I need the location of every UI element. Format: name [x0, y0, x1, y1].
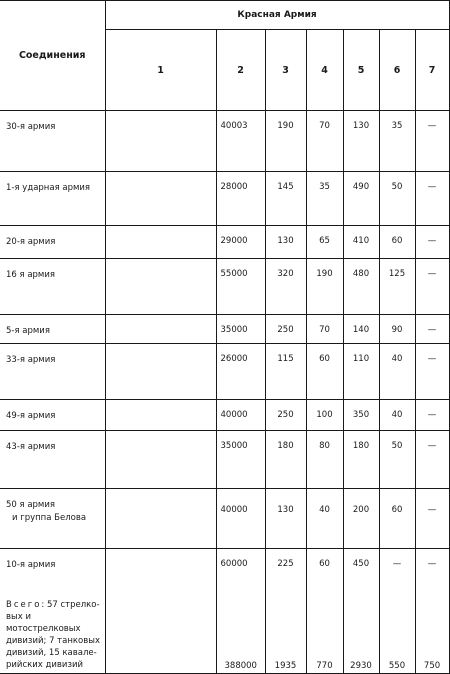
row-unit-name: 33-я армия [0, 344, 105, 400]
row-col-1 [105, 226, 216, 259]
table-row [0, 344, 449, 400]
row-col-3: 130 [265, 226, 306, 259]
row-col-4: 70 [306, 315, 343, 344]
table-row [0, 549, 449, 674]
row-col-3: 180 [265, 431, 306, 489]
row-col-2: 35000 [216, 315, 265, 344]
row-col-4: 80 [306, 431, 343, 489]
row-col-5: 480 [343, 259, 379, 315]
row-col-3: 190 [265, 111, 306, 172]
row-col-7: — [415, 344, 449, 400]
total-col-3: 1935 [274, 661, 297, 671]
row-col-4: 40 [306, 489, 343, 549]
row-col-6: — 550 [379, 549, 415, 674]
total-col-7: 750 [423, 661, 441, 671]
column-number-4: 4 [306, 30, 343, 111]
row-unit-name: 43-я армия [0, 431, 105, 489]
row-col-5: 410 [343, 226, 379, 259]
row-col-6: 40 [379, 400, 415, 431]
column-number-1: 1 [105, 30, 216, 111]
row-col-7: — [415, 259, 449, 315]
column-number-2: 2 [216, 30, 265, 111]
total-col-4: 770 [316, 661, 333, 671]
row-col-7: — [415, 315, 449, 344]
row-col-2: 35000 [216, 431, 265, 489]
row-col-4: 65 [306, 226, 343, 259]
table-row [0, 489, 449, 549]
row-col-7: — [415, 172, 449, 226]
row-col-7: — [415, 489, 449, 549]
row-col-2: 40000 [216, 400, 265, 431]
row-col-7: — [415, 111, 449, 172]
row-col-1 [105, 344, 216, 400]
row-col-7: — [415, 431, 449, 489]
row-col-1 [105, 172, 216, 226]
row-col-6: 50 [379, 431, 415, 489]
row-col-2: 40003 [216, 111, 265, 172]
row-col-3: 250 [265, 315, 306, 344]
total-col-6: 550 [388, 661, 406, 671]
row-col-4: 35 [306, 172, 343, 226]
row-col-1 [105, 111, 216, 172]
row-col-5: 180 [343, 431, 379, 489]
row-col-6: 35 [379, 111, 415, 172]
row-col-2: 28000 [216, 172, 265, 226]
total-col-5: 2930 [350, 661, 372, 671]
units-column-header: Соединения [0, 1, 105, 111]
row-col-6: 90 [379, 315, 415, 344]
row-unit-name: 20-я армия [0, 226, 105, 259]
row-col-7: — [415, 400, 449, 431]
row-col-2: 60000 388000 [216, 549, 265, 674]
row-col-2: 40000 [216, 489, 265, 549]
table-row [0, 400, 449, 431]
unit-name-line-2: и группа Белова [12, 513, 87, 523]
row-col-1 [105, 400, 216, 431]
table-row [0, 315, 449, 344]
row-col-5: 130 [343, 111, 379, 172]
row-unit-name [0, 549, 105, 674]
red-army-group-header: Красная Армия [105, 1, 449, 30]
column-number-3: 3 [265, 30, 306, 111]
total-note: Всего: 57 стрелко- вых и мотострелковых дивизий; 7 танковых дивизий, 15 кавале- рийских дивизий [6, 600, 100, 670]
row-unit-name: 1-я ударная армия [0, 172, 105, 226]
row-col-6: 125 [379, 259, 415, 315]
row-col-4: 70 [306, 111, 343, 172]
column-number-7: 7 [415, 30, 449, 111]
column-number-6: 6 [379, 30, 415, 111]
row-col-5: 110 [343, 344, 379, 400]
row-col-4: 100 [306, 400, 343, 431]
total-col-2: 388000 [224, 661, 257, 671]
row-col-2: 26000 [216, 344, 265, 400]
unit-name: 10-я армия [6, 560, 56, 570]
row-col-2: 29000 [216, 226, 265, 259]
row-col-2: 55000 [216, 259, 265, 315]
row-col-1 [105, 259, 216, 315]
row-col-3: 115 [265, 344, 306, 400]
unit-name-line-1: 50 я армия [6, 500, 55, 510]
row-unit-name: 5-я армия [0, 315, 105, 344]
row-unit-name: 16 я армия [0, 259, 105, 315]
row-col-3: 145 [265, 172, 306, 226]
row-col-7: — 750 [415, 549, 449, 674]
table-row [0, 111, 449, 172]
table-row [0, 259, 449, 315]
row-col-1 [105, 489, 216, 549]
row-col-5: 490 [343, 172, 379, 226]
row-col-5: 140 [343, 315, 379, 344]
row-col-3: 320 [265, 259, 306, 315]
row-unit-name [0, 489, 105, 549]
row-col-5: 200 [343, 489, 379, 549]
row-col-6: 40 [379, 344, 415, 400]
row-col-6: 60 [379, 489, 415, 549]
table-row [0, 226, 449, 259]
row-col-1 [105, 315, 216, 344]
row-col-5: 350 [343, 400, 379, 431]
row-col-4: 60 770 [306, 549, 343, 674]
row-col-1 [105, 431, 216, 489]
row-col-4: 60 [306, 344, 343, 400]
row-unit-name: 49-я армия [0, 400, 105, 431]
row-col-6: 50 [379, 172, 415, 226]
total-label: Всего [6, 600, 42, 610]
table-row [0, 172, 449, 226]
row-col-4: 190 [306, 259, 343, 315]
row-col-3: 250 [265, 400, 306, 431]
row-col-6: 60 [379, 226, 415, 259]
column-number-5: 5 [343, 30, 379, 111]
row-col-3: 130 [265, 489, 306, 549]
row-col-7: — [415, 226, 449, 259]
row-col-5: 450 2930 [343, 549, 379, 674]
table-row [0, 431, 449, 489]
row-col-3: 225 1935 [265, 549, 306, 674]
row-col-1 [105, 549, 216, 674]
row-unit-name: 30-я армия [0, 111, 105, 172]
